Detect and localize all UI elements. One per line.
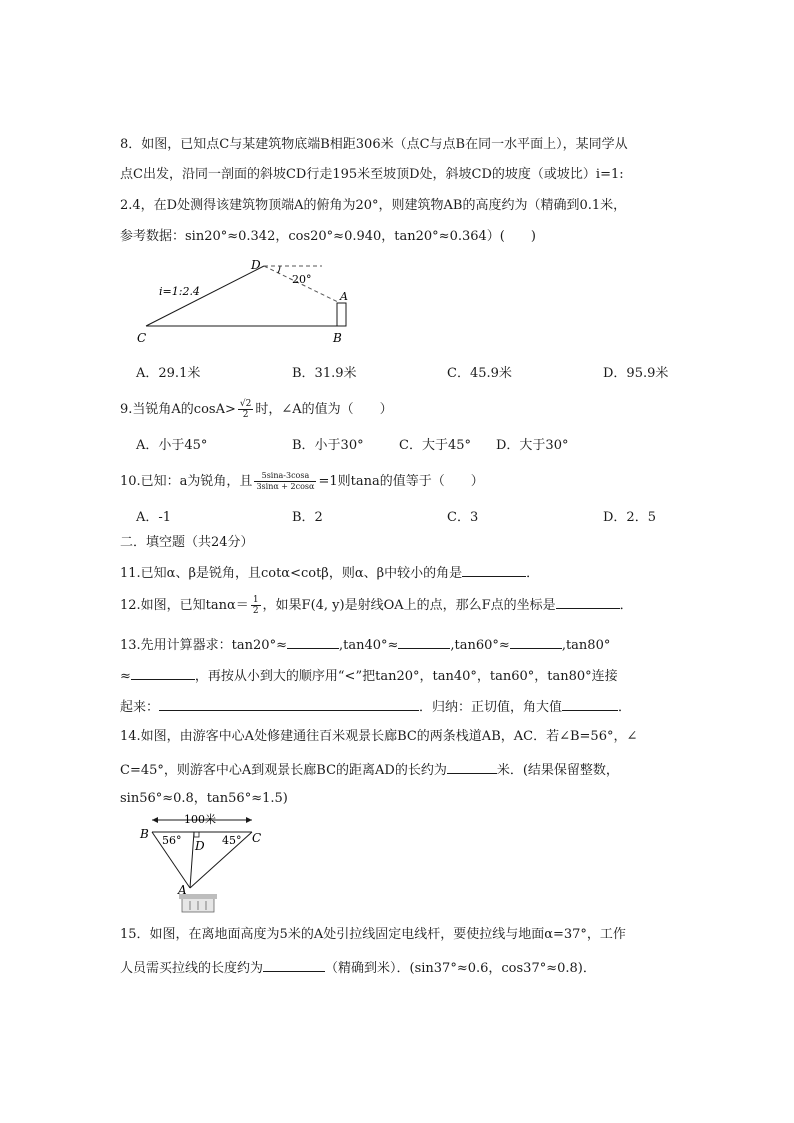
label-a: A: [340, 290, 348, 303]
q13-tan60-blank[interactable]: [510, 634, 562, 649]
q14-walkway-figure: [132, 812, 272, 916]
label-100m: 100米: [184, 813, 216, 826]
q15-answer-blank[interactable]: [263, 957, 325, 972]
q13-part-2: ,tan40°≈: [338, 638, 399, 653]
q8-option-c[interactable]: C．45.9米: [447, 366, 512, 381]
q9-stem-prefix: 9.当锐角A的cosA>: [120, 402, 236, 417]
q14-text-line-2: [120, 759, 619, 780]
q10-option-c[interactable]: C．3: [447, 510, 479, 525]
q11-end: ．: [526, 566, 540, 581]
q12-frac-numerator: 1: [252, 595, 259, 605]
q15-text-line-2: [120, 957, 596, 978]
q13-tan40-blank[interactable]: [398, 634, 450, 649]
q13-part-4: ,tan80°: [561, 638, 611, 653]
label-d: D: [195, 839, 205, 853]
q8-option-d[interactable]: D．95.9米: [603, 366, 669, 381]
q13-tan80-blank[interactable]: [131, 665, 195, 680]
q9-fraction: [238, 399, 253, 420]
q13-tan20-blank[interactable]: [287, 634, 339, 649]
q8-option-b[interactable]: B．31.9米: [292, 366, 357, 381]
q13-line-1: [120, 634, 610, 655]
q13-part-8: ．归纳：正切值，角大值: [419, 700, 563, 715]
label-d: D: [251, 258, 261, 272]
q14-answer-blank[interactable]: [447, 759, 497, 774]
q9-stem: [120, 398, 393, 422]
q15-text-line-1: 15．如图，在离地面高度为5米的A处引拉线固定电线杆，要使拉线与地面α=37°，工作: [120, 927, 626, 942]
q12-answer-blank[interactable]: [556, 594, 620, 609]
label-56-degree: 56°: [162, 834, 182, 847]
dimension-arrow-left: [152, 817, 158, 823]
q10-stem-prefix: 10.已知：a为锐角，且: [120, 474, 253, 489]
label-45-degree: 45°: [222, 834, 242, 847]
q13-conclusion-blank[interactable]: [562, 696, 618, 711]
q9-option-a[interactable]: A．小于45°: [136, 438, 208, 453]
q14-text-line-3: sin56°≈0.8，tan56°≈1.5): [120, 791, 288, 806]
q8-text-line-1: 8．如图，已知点C与某建筑物底端B相距306米（点C与点B在同一水平面上），某同学从: [120, 137, 628, 152]
q8-text-line-4: 参考数据：sin20°≈0.342，cos20°≈0.940，tan20°≈0.364）( ): [120, 229, 536, 244]
q9-frac-denominator: 2: [242, 410, 249, 420]
q14-text-line-1: 14.如图，由游客中心A处修建通往百米观景长廊BC的两条栈道AB，AC．若∠B=56°，∠: [120, 729, 638, 744]
q10-fraction: [254, 471, 316, 492]
right-angle-mark: [194, 832, 199, 837]
q10-option-b[interactable]: B．2: [292, 510, 323, 525]
section-2-heading: 二．填空题（共24分）: [120, 535, 254, 550]
q14-line-2-b: 米．(结果保留整数，: [496, 763, 619, 778]
q9-frac-numerator: √2: [239, 399, 252, 409]
q12-frac-denominator: 2: [252, 606, 259, 616]
q13-order-blank[interactable]: [159, 696, 419, 711]
q10-stem-suffix: =1则tana的值等于（ ）: [318, 474, 484, 489]
q13-part-7: 起来：: [120, 700, 160, 715]
q12-fraction: [251, 595, 261, 616]
q11-text: 11.已知α、β是锐角，且cotα<cotβ，则α、β中较小的角是: [120, 566, 463, 581]
building-ab: [337, 303, 346, 326]
q10-option-a[interactable]: A．-1: [136, 510, 172, 525]
label-20-degree: 20°: [292, 273, 312, 286]
q12-end: ．: [619, 598, 633, 613]
q13-part-9: ．: [618, 700, 632, 715]
q13-part-3: ,tan60°≈: [450, 638, 510, 653]
q10-option-d[interactable]: D．2．5: [603, 510, 656, 525]
q15-line-2-a: 人员需买拉线的长度约为: [120, 961, 264, 976]
label-slope-ratio: i=1:2.4: [159, 285, 200, 298]
q11-answer-blank[interactable]: [462, 562, 526, 577]
label-b: B: [140, 827, 149, 841]
q8-text-line-3: 2.4，在D处测得该建筑物顶端A的俯角为20°，则建筑物AB的高度约为（精确到0.1米，: [120, 198, 627, 213]
q12-middle: ，如果F(4, y)是射线OA上的点，那么F点的坐标是: [262, 598, 556, 613]
altitude-ad: [190, 832, 194, 888]
label-c: C: [137, 331, 147, 345]
q13-part-5: ≈: [120, 669, 131, 684]
q13-line-3: [120, 696, 631, 717]
q10-frac-denominator: 3sinα + 2cosα: [256, 482, 315, 491]
q8-option-a[interactable]: A．29.1米: [136, 366, 201, 381]
q14-line-2-a: C=45°，则游客中心A到观景长廊BC的距离AD的长约为: [120, 763, 447, 778]
q12-prefix: 12.如图，已知tanα＝: [120, 598, 249, 613]
label-c: C: [252, 831, 262, 845]
angle-arc: [278, 266, 280, 273]
q8-slope-figure: [130, 255, 370, 350]
q9-stem-suffix: 时，∠A的值为（ ）: [255, 402, 393, 417]
q10-stem: [120, 470, 484, 494]
q15-line-2-b: （精确到米）．(sin37°≈0.6，cos37°≈0.8)．: [325, 961, 596, 976]
label-a: A: [178, 883, 187, 897]
q13-part-6: ，再按从小到大的顺序用“<”把tan20°，tan40°，tan60°，tan80°连接: [194, 669, 618, 684]
q8-text-line-2: 点C出发，沿同一剖面的斜坡CD行走195米至坡顶D处，斜坡CD的坡度（或坡比）i=1:: [120, 167, 624, 182]
dimension-arrow-right: [246, 817, 252, 823]
q10-frac-numerator: 5sina-3cosa: [254, 471, 316, 482]
q13-line-2: [120, 665, 618, 686]
q9-option-c[interactable]: C．大于45°: [399, 438, 471, 453]
q13-part-1: 13.先用计算器求：tan20°≈: [120, 638, 287, 653]
q11-stem: [120, 562, 539, 583]
q12-stem: [120, 594, 633, 618]
q9-option-d[interactable]: D．大于30°: [496, 438, 569, 453]
label-b: B: [333, 331, 342, 345]
q9-option-b[interactable]: B．小于30°: [292, 438, 364, 453]
